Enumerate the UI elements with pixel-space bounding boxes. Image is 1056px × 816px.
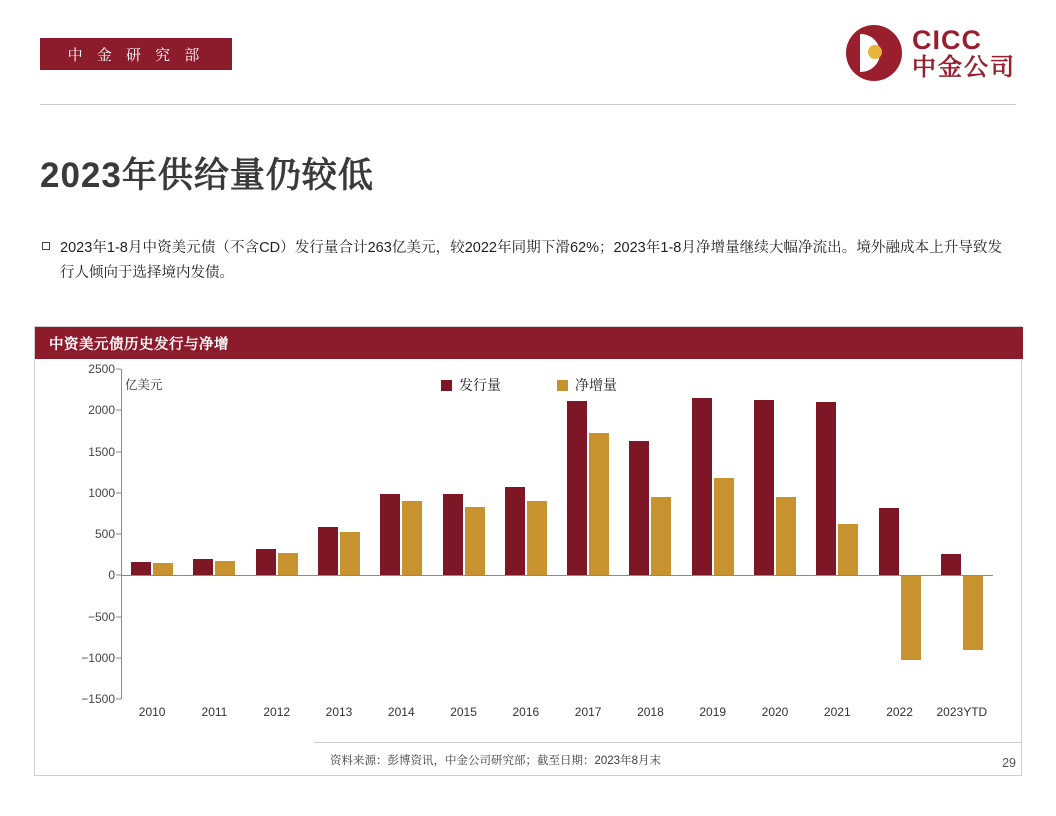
x-axis-tick-label: 2010 [138,705,166,719]
y-axis-tick-label: 0 [108,568,115,583]
chart-bar [380,494,400,575]
y-axis-tick-label: 2000 [88,403,115,418]
chart-plot-area [81,362,993,719]
chart-bar [278,553,298,575]
x-axis-tick-label: 2012 [263,705,291,719]
y-axis-tick-mark [116,534,121,535]
chart-bar [215,561,235,575]
chart-bar [589,433,609,575]
y-axis-tick-label: 1000 [88,485,115,500]
chart-bar [776,497,796,575]
x-axis-tick-label: 2016 [512,705,540,719]
y-axis-tick-mark [116,657,121,658]
x-axis-tick-label: 2021 [823,705,851,719]
y-axis-tick-mark [116,451,121,452]
page-number: 29 [1002,756,1016,770]
y-axis-tick-label: 500 [94,527,115,541]
chart-bar-group [567,369,609,699]
page-title: 2023年供给量仍较低 [40,156,374,195]
x-axis-tick-label: 2018 [637,705,664,719]
chart-bar [505,487,525,576]
y-axis-tick-label: 1500 [88,444,115,459]
y-axis-tick-mark [116,492,121,493]
chart-bar [879,508,899,575]
chart-bar [402,501,422,575]
y-axis-tick-label: 2500 [88,362,115,376]
chart-bar [692,398,712,575]
chart-card [34,326,1022,776]
chart-bar [153,563,173,575]
y-axis-tick-label: −500 [87,609,115,624]
chart-bar [527,501,547,575]
x-axis-tick-label: 2023YTD [936,705,988,719]
source-divider [314,742,1022,743]
y-axis-tick-mark [116,369,121,370]
bullet-paragraph [42,236,1002,287]
x-axis-tick-label: 2011 [201,705,228,719]
chart-bar [318,527,338,576]
y-axis-tick-mark [116,410,121,411]
chart-bar-group [256,369,298,699]
chart-bar [963,575,983,650]
chart-bar-group [193,369,235,699]
chart-bar [754,400,774,575]
logo-text [912,26,1016,80]
chart-bar [131,562,151,575]
chart-card-header: 中资美元债历史发行与净增 [35,327,1023,359]
chart-bar-group [754,369,796,699]
cicc-circle-logo-icon [846,25,902,81]
y-axis-tick-label: −1000 [81,650,115,665]
y-axis-tick-mark [116,699,121,700]
y-axis-labels [67,362,115,706]
x-axis-labels [121,705,993,727]
cicc-logo [846,22,1016,84]
chart-bar [941,554,961,576]
chart-bar [340,532,360,575]
chart-bar-group [692,369,734,699]
chart-bar [256,549,276,575]
chart-bar [651,497,671,575]
x-axis-tick-label: 2017 [574,705,602,719]
chart-bar-group [380,369,422,699]
chart-bar-group [443,369,485,699]
x-axis-tick-label: 2020 [761,705,789,719]
chart-bar [193,559,213,576]
chart-bar [465,507,485,575]
y-axis-tick-label: −1500 [81,692,115,706]
x-axis-tick-label: 2019 [699,705,727,719]
chart-bar-group [629,369,671,699]
chart-unit-label: 亿美元 [125,378,163,392]
chart-bar [838,524,858,575]
square-bullet-icon [42,242,50,250]
chart-bar [714,478,734,575]
header-divider [40,104,1016,105]
logo-cn-text: 中金公司 [912,53,1016,81]
chart-bar [901,575,921,660]
chart-bar-group [505,369,547,699]
y-axis-tick-mark [116,616,121,617]
chart-bar-group [816,369,858,699]
chart-bar [443,494,463,575]
logo-en-text: CICC [912,25,982,56]
page-header [0,0,1056,108]
chart-bar [567,401,587,575]
chart-bar-group [879,369,921,699]
x-axis-tick-label: 2015 [450,705,477,719]
bullet-text: 2023年1-8月中资美元债（不含CD）发行量合计263亿美元，较2022年同期下滑62%；2023年1-8月净增量继续大幅净流出。境外融成本上升导致发行人倾向于选择境内发债。 [60,240,1002,282]
legend-label: 发行量 [459,377,501,393]
chart-bar [629,441,649,575]
x-axis-tick-label: 2014 [387,705,415,719]
zero-axis-line [121,575,993,576]
chart-bar [816,402,836,575]
chart-bar-group [941,369,983,699]
chart-bars-layer [121,369,993,699]
x-axis-tick-label: 2013 [325,705,353,719]
chart-bar-group [131,369,173,699]
x-axis-tick-label: 2022 [886,705,913,719]
brand-tag: 中 金 研 究 部 [40,38,232,70]
legend-label: 净增量 [575,377,617,393]
chart-bar-group [318,369,360,699]
source-note: 资料来源：彭博资讯，中金公司研究部；截至日期：2023年8月末 [330,755,661,767]
